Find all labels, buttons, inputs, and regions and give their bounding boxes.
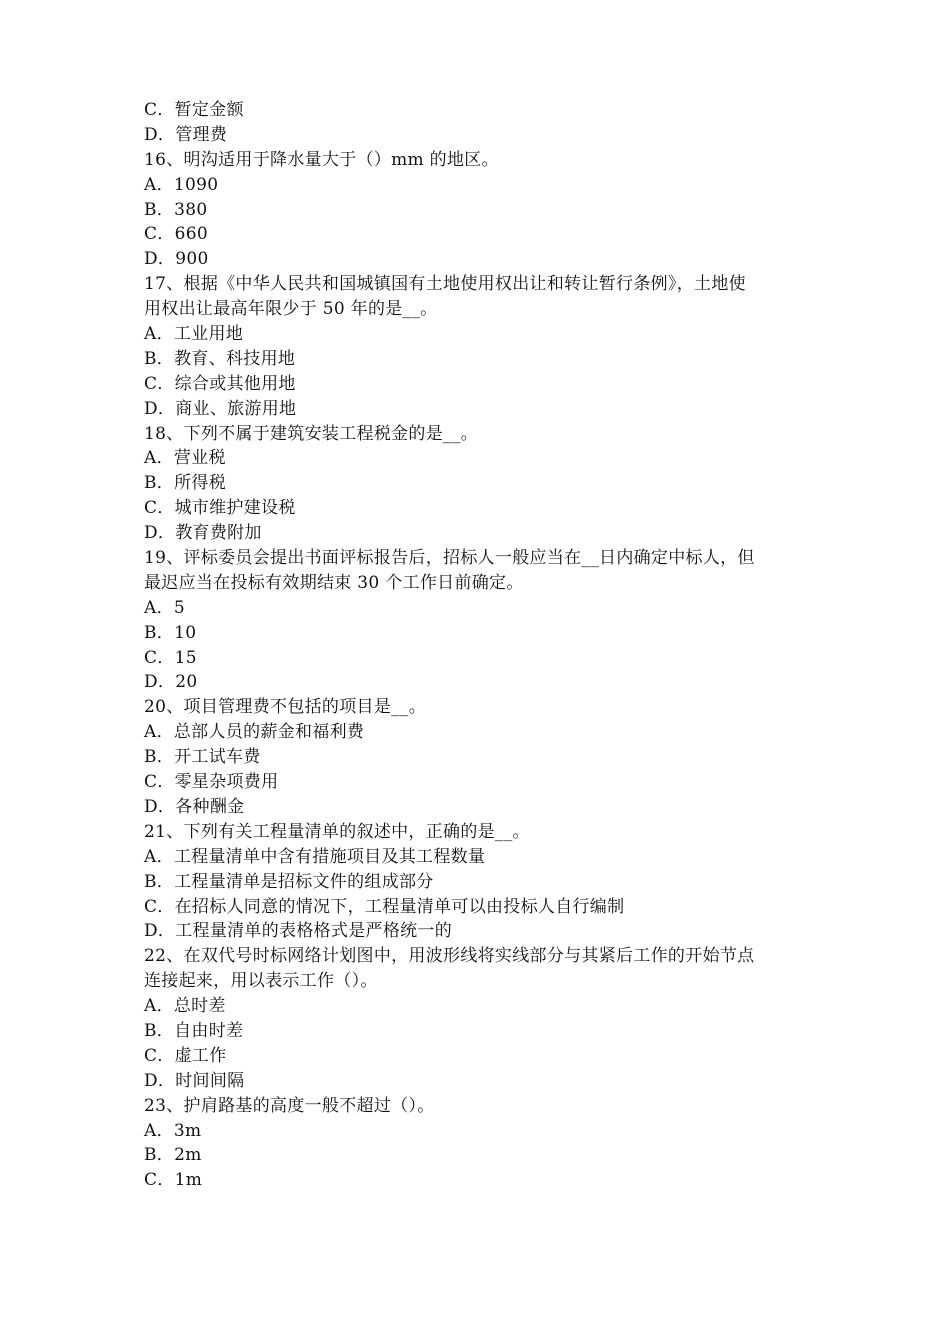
option-b-q16: B．380 [144, 199, 208, 220]
option-d-q17: D．商业、旅游用地 [144, 398, 297, 419]
question-19-line-1: 19、评标委员会提出书面评标报告后，招标人一般应当在__日内确定中标人，但 [144, 548, 755, 569]
option-d-q21: D．工程量清单的表格格式是严格统一的 [144, 921, 453, 942]
option-c-q20: C．零星杂项费用 [144, 772, 279, 793]
question-20: 20、项目管理费不包括的项目是__。 [144, 697, 427, 718]
question-17-line-1: 17、根据《中华人民共和国城镇国有土地使用权出让和转让暂行条例》，土地使 [144, 274, 746, 295]
option-a-q22: A．总时差 [144, 996, 226, 1017]
question-21: 21、下列有关工程量清单的叙述中，正确的是__。 [144, 821, 530, 842]
option-c-q21: C．在招标人同意的情况下，工程量清单可以由投标人自行编制 [144, 896, 625, 917]
option-c-q17: C．综合或其他用地 [144, 373, 296, 394]
option-b-q21: B．工程量清单是招标文件的组成部分 [144, 871, 434, 892]
option-a-q23: A．3m [144, 1120, 202, 1141]
question-18: 18、下列不属于建筑安装工程税金的是__。 [144, 423, 478, 444]
question-22-line-1: 22、在双代号时标网络计划图中，用波形线将实线部分与其紧后工作的开始节点 [144, 946, 755, 967]
question-19-line-2: 最迟应当在投标有效期结束 30 个工作日前确定。 [144, 572, 524, 593]
option-a-q20: A．总部人员的薪金和福利费 [144, 722, 365, 743]
question-16: 16、明沟适用于降水量大于（）mm 的地区。 [144, 149, 499, 170]
document-body [144, 98, 814, 1193]
option-d-q16: D．900 [144, 249, 209, 270]
option-c-q23: C．1m [144, 1170, 203, 1191]
option-a-q21: A．工程量清单中含有措施项目及其工程数量 [144, 846, 486, 867]
option-a-q19: A．5 [144, 597, 185, 618]
question-23: 23、护肩路基的高度一般不超过（）。 [144, 1095, 435, 1116]
question-22-line-2: 连接起来，用以表示工作（）。 [144, 971, 378, 992]
option-b-q17: B．教育、科技用地 [144, 348, 296, 369]
option-c-q18: C．城市维护建设税 [144, 498, 296, 519]
option-d-q20: D．各种酬金 [144, 796, 245, 817]
option-b-q22: B．自由时差 [144, 1020, 244, 1041]
option-c-q22: C．虚工作 [144, 1045, 227, 1066]
option-a-q18: A．营业税 [144, 448, 226, 469]
option-a-q17: A．工业用地 [144, 324, 244, 345]
question-17-line-2: 用权出让最高年限少于 50 年的是__。 [144, 299, 438, 320]
option-a-q16: A．1090 [144, 174, 219, 195]
option-d-q19: D．20 [144, 672, 198, 693]
option-d-q15: D．管理费 [144, 124, 228, 145]
option-b-q18: B．所得税 [144, 473, 226, 494]
option-c-q16: C．660 [144, 224, 208, 245]
option-b-q19: B．10 [144, 622, 197, 643]
option-c-q19: C．15 [144, 647, 197, 668]
option-b-q23: B．2m [144, 1145, 202, 1166]
option-d-q18: D．教育费附加 [144, 523, 262, 544]
option-b-q20: B．开工试车费 [144, 747, 261, 768]
option-d-q22: D．时间间隔 [144, 1070, 245, 1091]
option-c-q15: C．暂定金额 [144, 100, 244, 120]
